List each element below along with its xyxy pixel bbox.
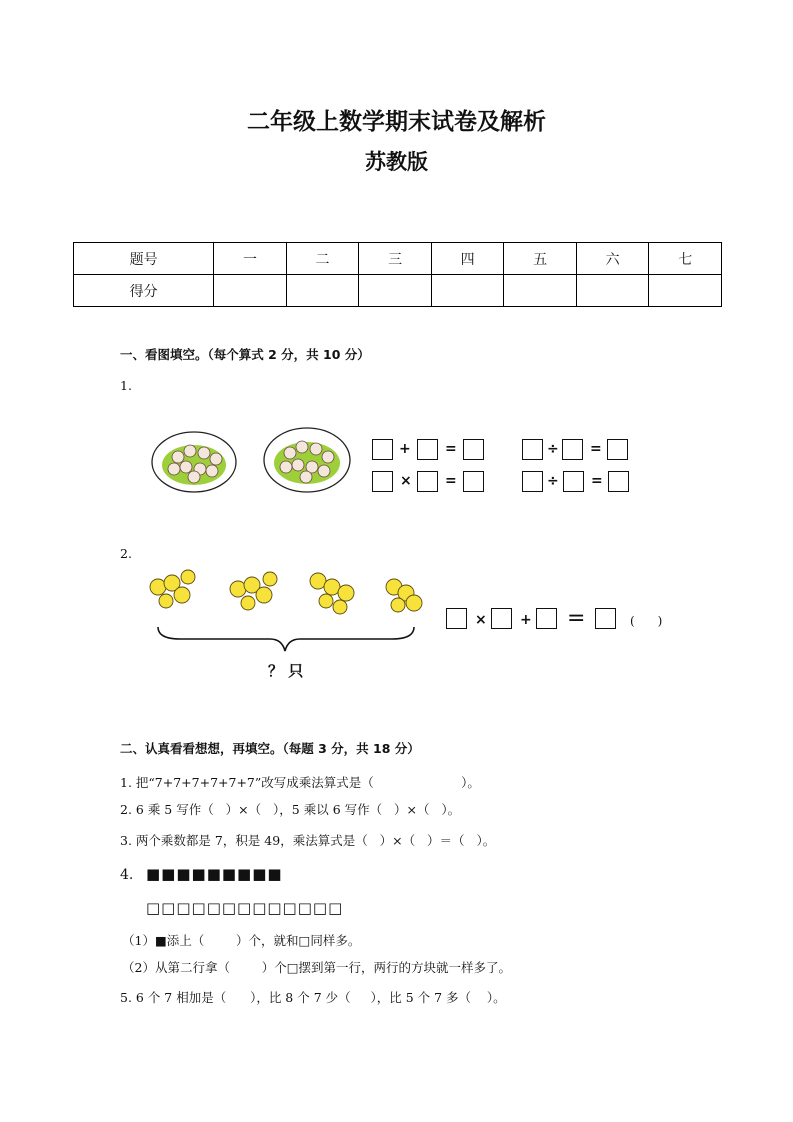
answer-box[interactable] bbox=[607, 439, 628, 460]
chick-group-icon bbox=[386, 579, 422, 612]
answer-box[interactable] bbox=[372, 471, 393, 492]
question-2: 2. 6 乘 5 写作（ ）×（ ），5 乘以 6 写作（ ）×（ ）。 bbox=[120, 802, 461, 817]
table-cell: 四 bbox=[431, 243, 504, 275]
chicks-illustration bbox=[140, 565, 430, 655]
question-1: 1. 把“7+7+7+7+7+7”改写成乘法算式是（ ）。 bbox=[120, 775, 480, 790]
question-5: 5. 6 个 7 相加是（ ），比 8 个 7 少（ ），比 5 个 7 多（ ）。 bbox=[120, 990, 506, 1005]
score-input-cell[interactable] bbox=[649, 275, 722, 307]
divide-sign: ÷ bbox=[547, 441, 559, 457]
score-input-cell[interactable] bbox=[504, 275, 577, 307]
plate-icon bbox=[264, 428, 350, 492]
plate-icon bbox=[152, 432, 236, 492]
times-sign: × bbox=[400, 473, 412, 489]
table-cell: 得分 bbox=[74, 275, 214, 307]
question-number: 1. bbox=[120, 378, 132, 393]
chick-group-icon bbox=[230, 572, 277, 610]
equals-sign: = bbox=[567, 606, 586, 631]
question-3: 3. 两个乘数都是 7，积是 49，乘法算式是（ ）×（ ）＝（ ）。 bbox=[120, 833, 496, 848]
answer-box[interactable] bbox=[536, 608, 557, 629]
score-input-cell[interactable] bbox=[576, 275, 649, 307]
plus-sign: + bbox=[399, 441, 411, 457]
table-cell: 六 bbox=[576, 243, 649, 275]
page-title: 二年级上数学期末试卷及解析 bbox=[247, 109, 546, 135]
question-4-part-2: （2）从第二行拿（ ）个□摆到第一行，两行的方块就一样多了。 bbox=[122, 960, 512, 975]
score-input-cell[interactable] bbox=[214, 275, 287, 307]
table-cell: 五 bbox=[504, 243, 577, 275]
answer-box[interactable] bbox=[417, 471, 438, 492]
answer-box[interactable] bbox=[522, 471, 543, 492]
times-sign: × bbox=[475, 612, 487, 628]
page-subtitle: 苏教版 bbox=[365, 150, 428, 174]
table-cell: 七 bbox=[649, 243, 722, 275]
section2-heading: 二、认真看看想想，再填空。（每题 3 分，共 18 分） bbox=[120, 741, 420, 756]
score-table bbox=[73, 242, 722, 307]
question-number: 2. bbox=[120, 546, 132, 561]
answer-box[interactable] bbox=[562, 439, 583, 460]
score-input-cell[interactable] bbox=[431, 275, 504, 307]
answer-box[interactable] bbox=[446, 608, 467, 629]
table-row bbox=[74, 275, 722, 307]
brace-icon bbox=[158, 627, 414, 651]
answer-box[interactable] bbox=[463, 439, 484, 460]
answer-box[interactable] bbox=[417, 439, 438, 460]
section1-heading: 一、看图填空。（每个算式 2 分，共 10 分） bbox=[120, 347, 370, 362]
table-row bbox=[74, 243, 722, 275]
white-squares-row: □□□□□□□□□□□□□ bbox=[146, 899, 344, 917]
score-input-cell[interactable] bbox=[359, 275, 432, 307]
table-cell: 二 bbox=[286, 243, 359, 275]
unit-paren: ( ) bbox=[630, 614, 663, 628]
black-squares-row: ■■■■■■■■■ bbox=[146, 865, 283, 883]
answer-box[interactable] bbox=[522, 439, 543, 460]
answer-box[interactable] bbox=[595, 608, 616, 629]
answer-box[interactable] bbox=[463, 471, 484, 492]
table-cell: 一 bbox=[214, 243, 287, 275]
equals-sign: = bbox=[590, 441, 602, 457]
answer-box[interactable] bbox=[372, 439, 393, 460]
equals-sign: = bbox=[445, 473, 457, 489]
question-4-part-1: （1）■添上（ ）个，就和□同样多。 bbox=[122, 933, 361, 948]
score-input-cell[interactable] bbox=[286, 275, 359, 307]
equals-sign: = bbox=[445, 441, 457, 457]
answer-box[interactable] bbox=[608, 471, 629, 492]
chick-group-icon bbox=[310, 573, 354, 614]
divide-sign: ÷ bbox=[547, 473, 559, 489]
equals-sign: = bbox=[591, 473, 603, 489]
table-cell: 三 bbox=[359, 243, 432, 275]
chick-group-icon bbox=[150, 570, 195, 608]
mushroom-plates-illustration bbox=[150, 425, 355, 500]
table-cell: 题号 bbox=[74, 243, 214, 275]
question-number: 4. bbox=[120, 867, 134, 883]
answer-box[interactable] bbox=[491, 608, 512, 629]
plus-sign: + bbox=[520, 612, 532, 628]
answer-box[interactable] bbox=[563, 471, 584, 492]
brace-label: ？ 只 bbox=[268, 662, 304, 680]
